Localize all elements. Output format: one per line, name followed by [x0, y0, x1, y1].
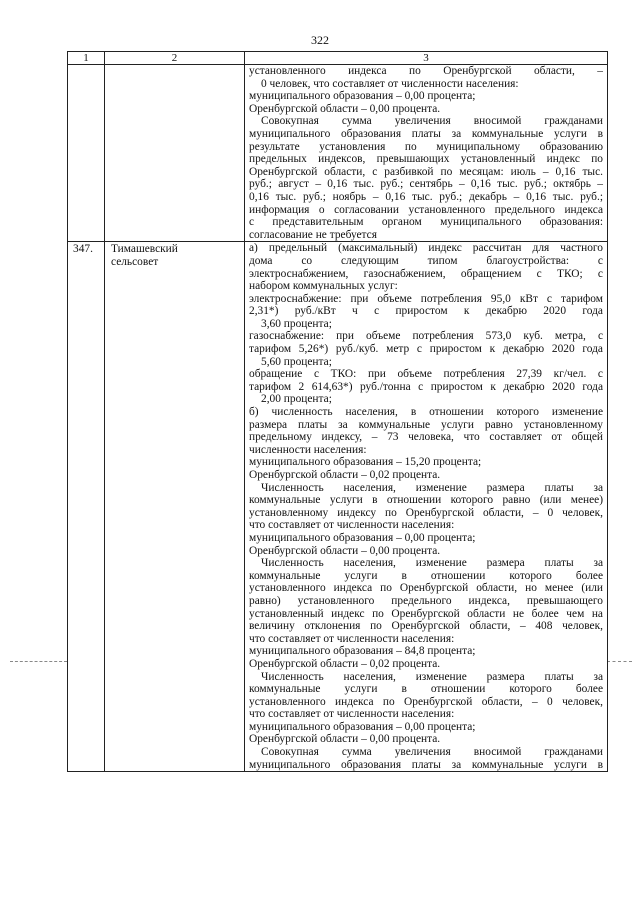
text-line: дома со следующим типом благоустройства: с [249, 254, 603, 267]
text-line: коммунальные услуги в отношении которого равно (или менее) [249, 494, 603, 507]
text-line: тарифом 5,26*) руб./куб. метр с приростом к декабрю 2020 года [249, 343, 603, 356]
text-line: Численность населения, изменение размера платы за [261, 670, 603, 683]
text-line: информация о согласовании установленного предельного индекса [249, 203, 603, 216]
text-line: 2,00 процента; [261, 393, 332, 406]
text-line: Совокупная сумма увеличения вносимой гражданами [261, 115, 603, 128]
page-number: 322 [311, 33, 329, 47]
text-line: равно) установленного предельного индекса, превышающего [249, 594, 603, 607]
text-line: муниципального образования – 15,20 процента; [249, 456, 482, 469]
text-line: Оренбургской области – 0,02 процента. [249, 657, 441, 670]
table-row-347 [68, 242, 608, 772]
text-line: 0 человек, что составляет от численности населения: [261, 77, 519, 90]
municipality-name-cell [105, 242, 245, 772]
text-line: 3,60 процента; [261, 317, 332, 330]
text-line: Численность населения, изменение размера платы за [261, 481, 603, 494]
text-line: б) численность населения, в отношении которого изменение [249, 406, 603, 419]
text-line: обращение с ТКО: при объеме потребления 27,39 кг/чел. с [249, 368, 603, 381]
text-line: численности населения: [249, 443, 367, 456]
municipality-name-line: сельсовет [111, 255, 159, 268]
header-cell-1: 1 [68, 52, 105, 65]
text-line: 5,60 процента; [261, 355, 332, 368]
text-line: что составляет от численности населения: [249, 632, 455, 645]
text-line: муниципального образования – 0,00 процента; [249, 90, 476, 103]
text-line: Оренбургской области – 0,02 процента. [249, 469, 441, 481]
text-line: 2,31*) руб./кВт ч с приростом к декабрю 2020 года [249, 305, 603, 318]
text-line: согласование не требуется [249, 228, 377, 241]
fold-mark-left [10, 661, 67, 662]
text-line: с представительным органом муниципального образования: [249, 216, 603, 229]
text-line: Оренбургской области – 0,00 процента. [249, 733, 441, 746]
text-line: Численность населения, изменение размера платы за [261, 557, 603, 570]
header-cell-2: 2 [105, 52, 245, 65]
text-line: Оренбургской области – 0,00 процента. [249, 544, 441, 557]
text-line: тарифом 2 614,63*) руб./тонна с приростом к декабрю 2020 года [249, 380, 603, 393]
text-line: руб.; август – 0,16 тыс. руб.; сентябрь – 0,16 тыс. руб.; октябрь – [249, 178, 603, 191]
municipality-name-cell [105, 65, 245, 242]
text-line: Совокупная сумма увеличения вносимой гражданами [261, 746, 603, 759]
row-number-cell: 347. [68, 242, 105, 772]
text-line: муниципального образования платы за коммунальные услуги в [249, 758, 603, 771]
row-number-cell [68, 65, 105, 242]
text-line: что составляет от численности населения: [249, 519, 455, 532]
text-line: газоснабжение: при объеме потребления 573,0 куб. метра, с [249, 330, 603, 343]
text-line: Оренбургской области – 0,00 процента. [249, 102, 441, 115]
text-line: результате установления по муниципальному образованию [249, 140, 603, 153]
table-header-row [68, 52, 608, 65]
text-line: предельных индексов, превышающих установленный индекс по [249, 153, 603, 166]
text-line: муниципального образования – 0,00 процента; [249, 720, 476, 733]
text-line: Оренбургской области, с разбивкой по месяцам: июль – 0,16 тыс. [249, 165, 603, 178]
text-line: величину отклонения по Оренбургской области, – 408 человек, [249, 620, 603, 633]
text-line: коммунальные услуги в отношении которого более [249, 569, 603, 582]
text-line: что составляет от численности населения: [249, 708, 455, 721]
text-line: муниципального образования – 84,8 процента; [249, 645, 476, 658]
description-cell [245, 242, 608, 772]
text-line: электроснабжением, газоснабжением, обращением с ТКО; с [249, 267, 603, 280]
text-line: размера платы за коммунальные услуги равно установленному [249, 418, 603, 431]
text-line: муниципального образования – 0,00 процента; [249, 531, 476, 544]
text-line: а) предельный (максимальный) индекс рассчитан для частного [249, 242, 603, 255]
table-row-continuation [68, 65, 608, 242]
text-line: 0,16 тыс. руб.; ноябрь – 0,16 тыс. руб.; декабрь – 0,16 тыс. руб.; [249, 190, 603, 203]
text-line: электроснабжение: при объеме потребления 95,0 кВт с тарифом [249, 292, 603, 305]
document-table [67, 51, 608, 772]
text-line: установленного индекса по Оренбургской области, – [249, 65, 603, 77]
header-cell-3: 3 [245, 52, 608, 65]
text-line: установленный индекс по Оренбургской области не более чем на [249, 607, 603, 620]
text-line: установленного индекса по Оренбургской области, но менее (или [249, 582, 603, 595]
text-line: установленного индекса по Оренбургской области, – 0 человек, [249, 695, 603, 708]
description-cell [245, 65, 608, 242]
text-line: установленному индексу по Оренбургской области, – 0 человек, [249, 506, 603, 519]
fold-mark-right [607, 661, 632, 662]
text-line: муниципального образования платы за коммунальные услуги в [249, 127, 603, 140]
text-line: предельному индексу, – 73 человека, что составляет от общей [249, 431, 603, 444]
text-line: коммунальные услуги в отношении которого более [249, 683, 603, 696]
municipality-name-line: Тимашевский [111, 243, 178, 256]
text-line: набором коммунальных услуг: [249, 280, 398, 293]
